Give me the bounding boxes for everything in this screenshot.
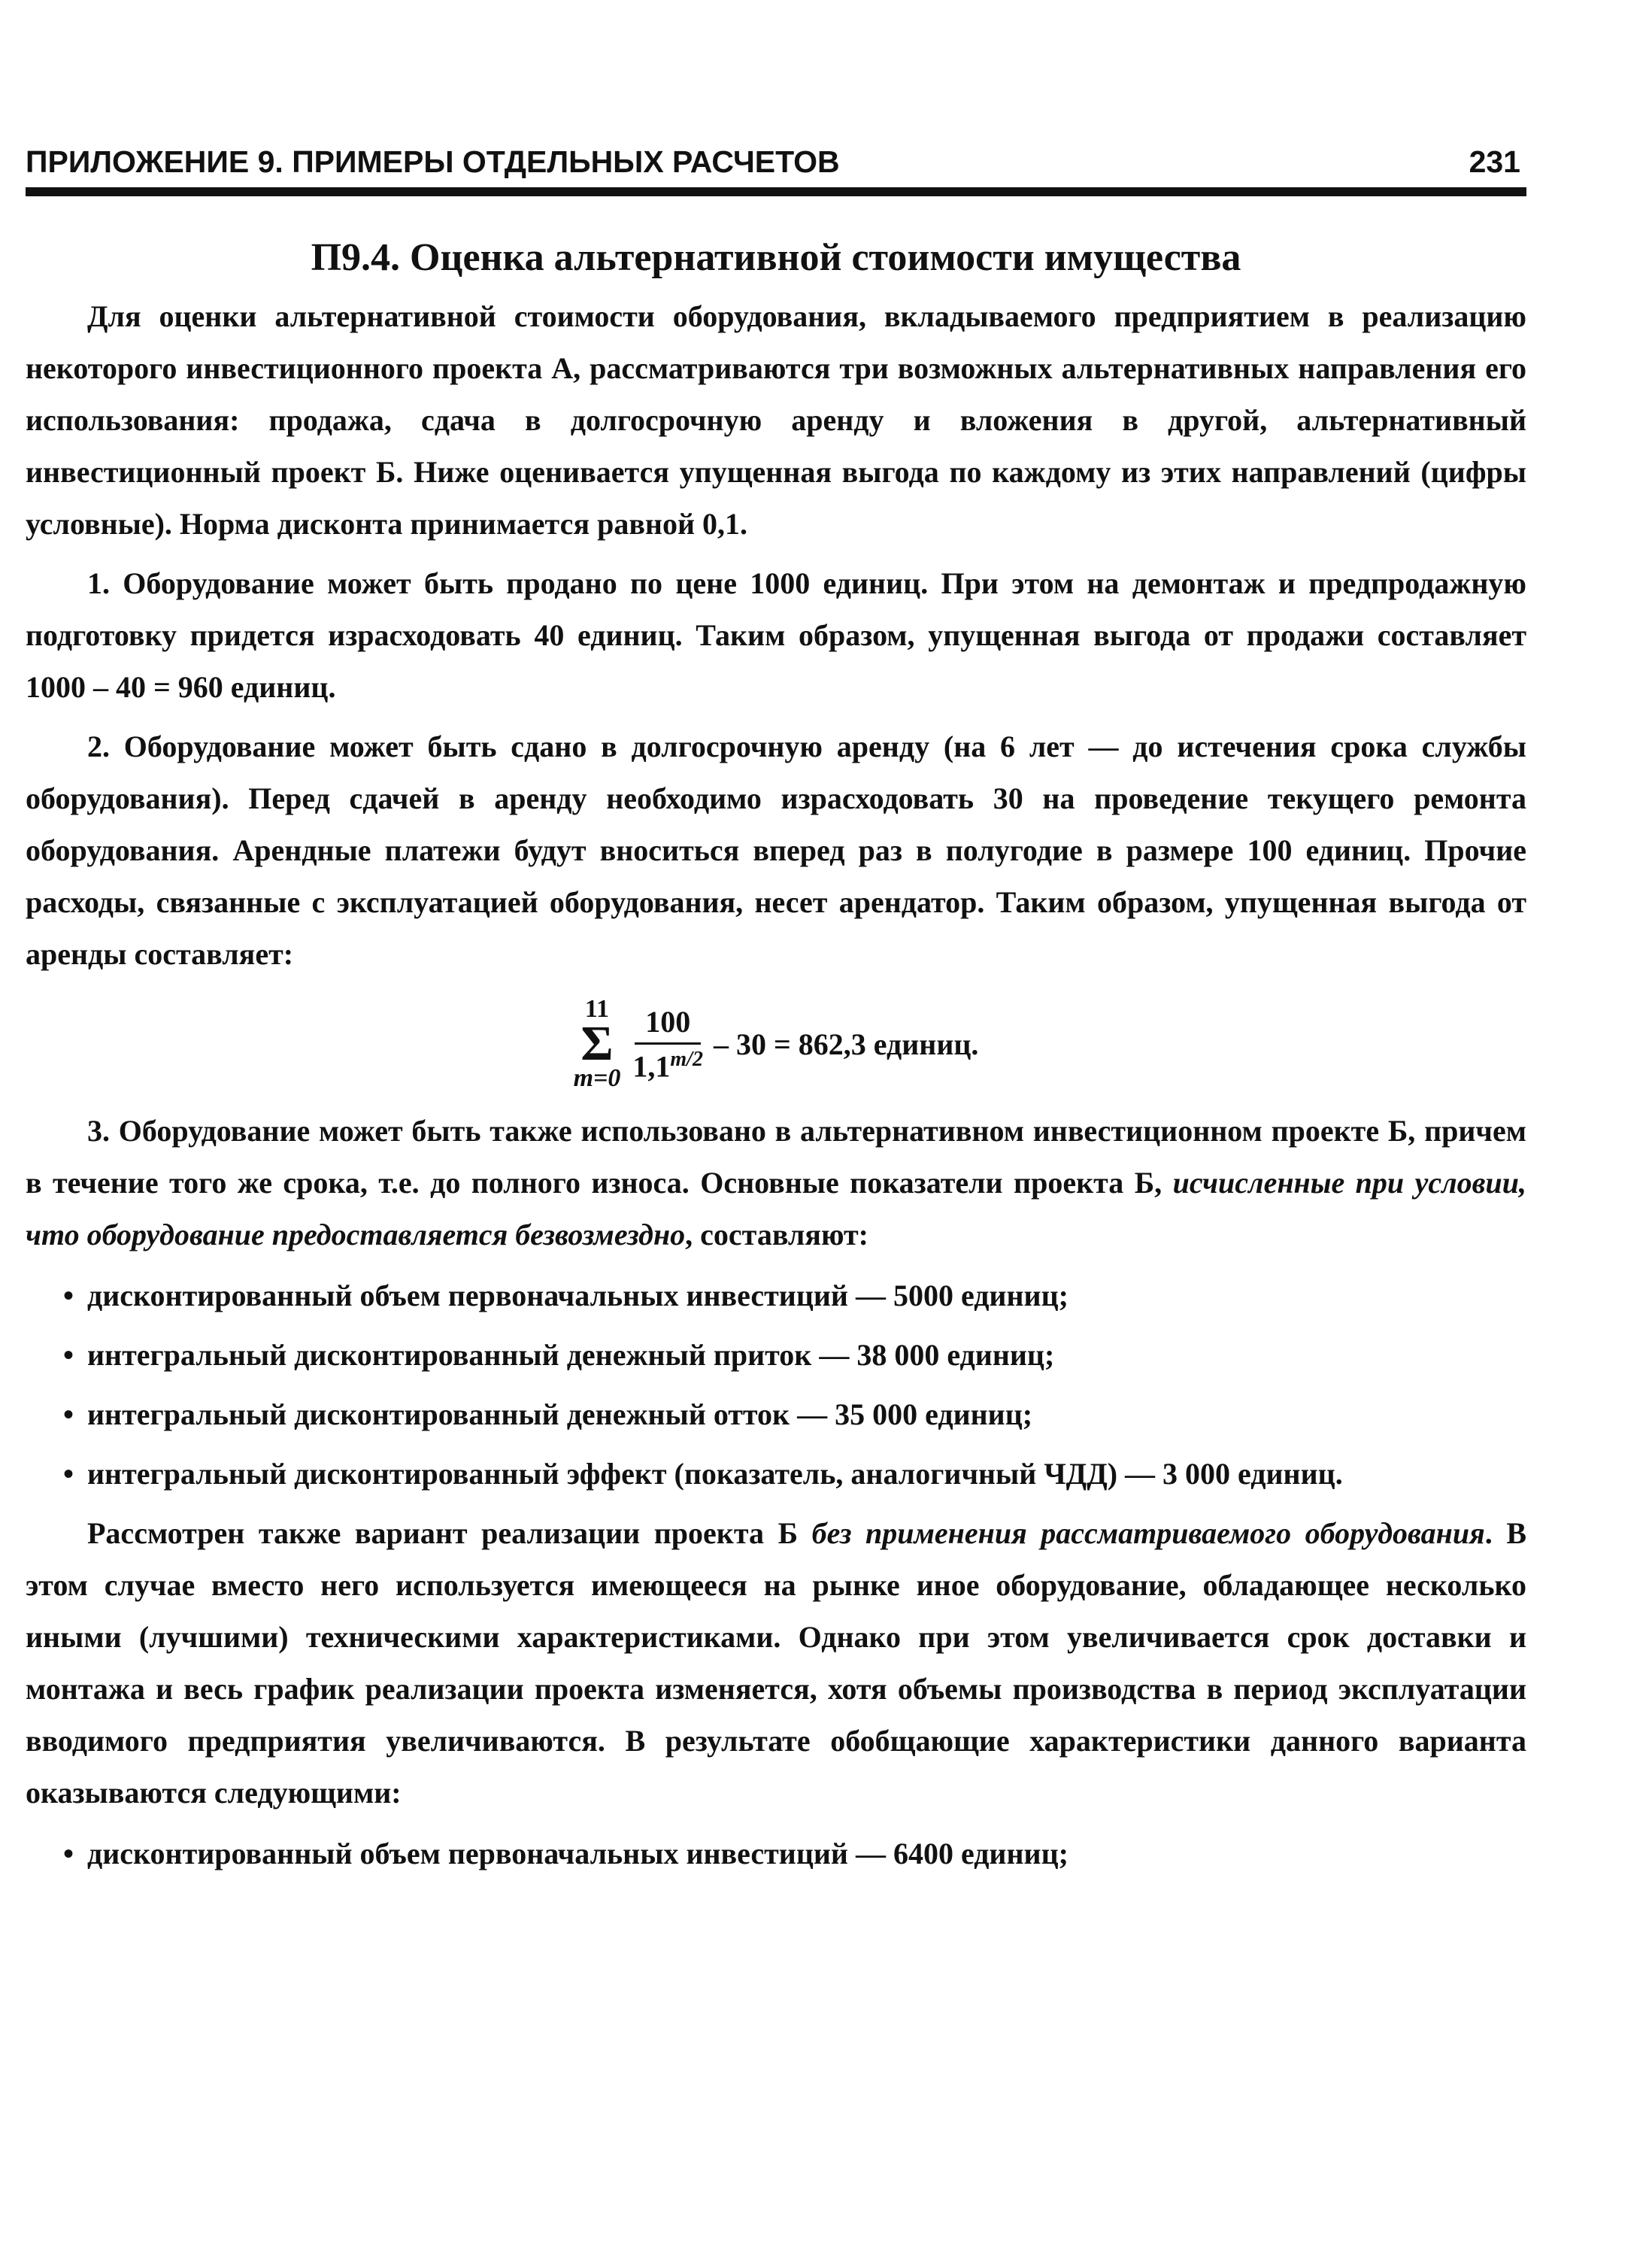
bullet-icon: • — [63, 1338, 74, 1372]
fraction — [632, 1004, 703, 1084]
list-item-text: интегральный дисконтированный денежный отток — 35 000 единиц; — [87, 1397, 1033, 1431]
variant-italic: без применения рассматриваемого оборудования — [811, 1516, 1485, 1550]
lease-formula — [26, 997, 1526, 1091]
variant-end: . В этом случае вместо него используется имеющееся на рынке иное оборудование, обладающее несколько иными (лучшими) техническими характеристиками. Однако при этом увеличивается срок доставки и монтажа и весь график реализации проекта изменяется, хотя объемы производства в период эксплуатации вводимого предприятия увеличиваются. В результате обобщающие характеристики данного варианта оказываются следующими: — [26, 1516, 1526, 1810]
running-title: ПРИЛОЖЕНИЕ 9. ПРИМЕРЫ ОТДЕЛЬНЫХ РАСЧЕТОВ — [26, 144, 840, 179]
fraction-numerator: 100 — [635, 1004, 701, 1045]
project-b-indicators-list — [26, 1270, 1526, 1500]
sigma-symbol: Σ — [580, 1016, 614, 1071]
item-3-start: 3. Оборудование может быть также использовано в альтернативном инвестиционном проекте Б, причем в течение того же срока, т.е. до полного износа. Основные показатели проекта Б, — [26, 1114, 1526, 1200]
item-2-paragraph: 2. Оборудование может быть сдано в долгосрочную аренду (на 6 лет — до истечения срока службы оборудования). Перед сдачей в аренду необходимо израсходовать 30 на проведение текущего ремонта оборудования. Арендные платежи будут вноситься вперед раз в полугодие в размере 100 единиц. Прочие расходы, связанные с эксплуатацией оборудования, несет арендатор. Таким образом, упущенная выгода от аренды составляет: — [26, 730, 1526, 971]
list-item — [26, 1388, 1526, 1440]
formula-tail: – 30 = 862,3 единиц. — [713, 1027, 979, 1061]
page-number: 231 — [1469, 144, 1520, 179]
bullet-icon: • — [63, 1837, 74, 1870]
list-item-text: интегральный дисконтированный эффект (показатель, аналогичный ЧДД) — 3 000 единиц. — [87, 1457, 1343, 1491]
denominator-exponent: m/2 — [670, 1047, 703, 1071]
list-item — [26, 1828, 1526, 1879]
item-3-paragraph — [26, 1105, 1526, 1261]
sum-lower-limit: m=0 — [573, 1064, 621, 1092]
list-item — [26, 1448, 1526, 1500]
variant-paragraph — [26, 1507, 1526, 1819]
bullet-icon: • — [63, 1279, 74, 1312]
variant-indicators-list — [26, 1828, 1526, 1879]
list-item-text: дисконтированный объем первоначальных инвестиций — 6400 единиц; — [87, 1837, 1068, 1870]
bullet-icon: • — [63, 1397, 74, 1431]
item-3-italic: исчисленные при условии, что оборудование предоставляется безвозмездно — [26, 1166, 1526, 1251]
sum-upper-limit: 11 — [584, 995, 610, 1023]
bullet-icon: • — [63, 1457, 74, 1491]
intro-paragraph: Для оценки альтернативной стоимости оборудования, вкладываемого предприятием в реализацию некоторого инвестиционного проекта А, рассматриваются три возможных альтернативных направления его использования: продажа, сдача в долгосрочную аренду и вложения в другой, альтернативный инвестиционный проект Б. Ниже оценивается упущенная выгода по каждому из этих направлений (цифры условные). Норма дисконта принимается равной 0,1. — [26, 299, 1526, 541]
list-item-text: интегральный дисконтированный денежный приток — 38 000 единиц; — [87, 1338, 1055, 1372]
variant-start: Рассмотрен также вариант реализации проекта Б — [87, 1516, 812, 1550]
list-item — [26, 1270, 1526, 1321]
item-3-end: , составляют: — [685, 1218, 868, 1251]
list-item — [26, 1329, 1526, 1381]
item-1-paragraph: 1. Оборудование может быть продано по цене 1000 единиц. При этом на демонтаж и предпродажную подготовку придется израсходовать 40 единиц. Таким образом, упущенная выгода от продажи составляет 1000 – 40 = 960 единиц. — [26, 566, 1526, 704]
document-page — [26, 144, 1526, 1887]
running-header — [26, 144, 1526, 196]
summation — [574, 997, 621, 1091]
fraction-denominator — [632, 1045, 703, 1084]
section-title: П9.4. Оценка альтернативной стоимости имущества — [311, 236, 1241, 279]
list-item-text: дисконтированный объем первоначальных инвестиций — 5000 единиц; — [87, 1279, 1068, 1312]
denominator-base: 1,1 — [632, 1049, 671, 1084]
